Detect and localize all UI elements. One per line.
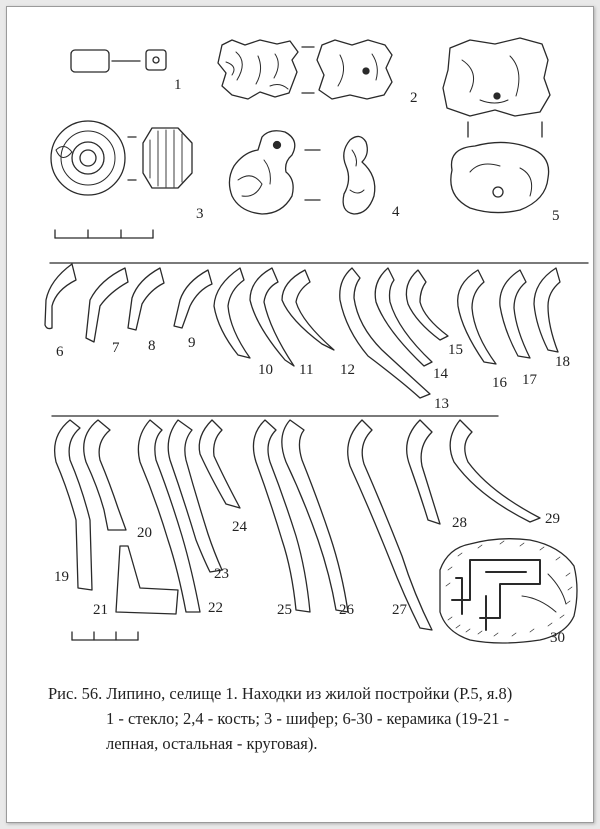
label-22: 22 — [208, 600, 223, 616]
label-3: 3 — [196, 206, 204, 222]
label-23: 23 — [214, 566, 229, 582]
label-6: 6 — [56, 344, 64, 360]
label-10: 10 — [258, 362, 273, 378]
label-12: 12 — [340, 362, 355, 378]
label-5: 5 — [552, 208, 560, 224]
label-7: 7 — [112, 340, 120, 356]
label-29: 29 — [545, 511, 560, 527]
label-18: 18 — [555, 354, 570, 370]
label-19: 19 — [54, 569, 69, 585]
label-9: 9 — [188, 335, 196, 351]
label-30: 30 — [550, 630, 565, 646]
label-27: 27 — [392, 602, 407, 618]
label-21: 21 — [93, 602, 108, 618]
caption-line-1: Рис. 56. Липино, селище 1. Находки из жилой постройки (Р.5, я.8) — [48, 684, 513, 703]
find-30-ornamented-sherd — [440, 539, 577, 643]
label-11: 11 — [299, 362, 314, 378]
label-28: 28 — [452, 515, 467, 531]
find-1-glass-bead — [71, 50, 166, 72]
find-5-bone-object — [443, 38, 550, 213]
figure-caption — [48, 681, 578, 756]
label-15: 15 — [448, 342, 463, 358]
find-3-slate-spindle-whorl — [51, 121, 192, 195]
label-8: 8 — [148, 338, 156, 354]
caption-line-3: лепная, остальная - круговая). — [106, 734, 318, 753]
label-16: 16 — [492, 375, 507, 391]
find-4-bone-object — [229, 131, 374, 214]
scale-bar-top — [55, 230, 153, 238]
caption-line-2: 1 - стекло; 2,4 - кость; 3 - шифер; 6-30 - керамика (19-21 - — [106, 709, 510, 728]
label-2: 2 — [410, 90, 418, 106]
label-26: 26 — [339, 602, 354, 618]
label-4: 4 — [392, 204, 400, 220]
label-13: 13 — [434, 396, 449, 412]
label-17: 17 — [522, 372, 537, 388]
label-20: 20 — [137, 525, 152, 541]
profiles-19-29 — [55, 420, 540, 630]
label-1: 1 — [174, 77, 182, 93]
find-2-bone-object — [218, 40, 392, 99]
label-24: 24 — [232, 519, 247, 535]
label-14: 14 — [433, 366, 448, 382]
scale-bar-bottom — [72, 632, 138, 640]
label-25: 25 — [277, 602, 292, 618]
